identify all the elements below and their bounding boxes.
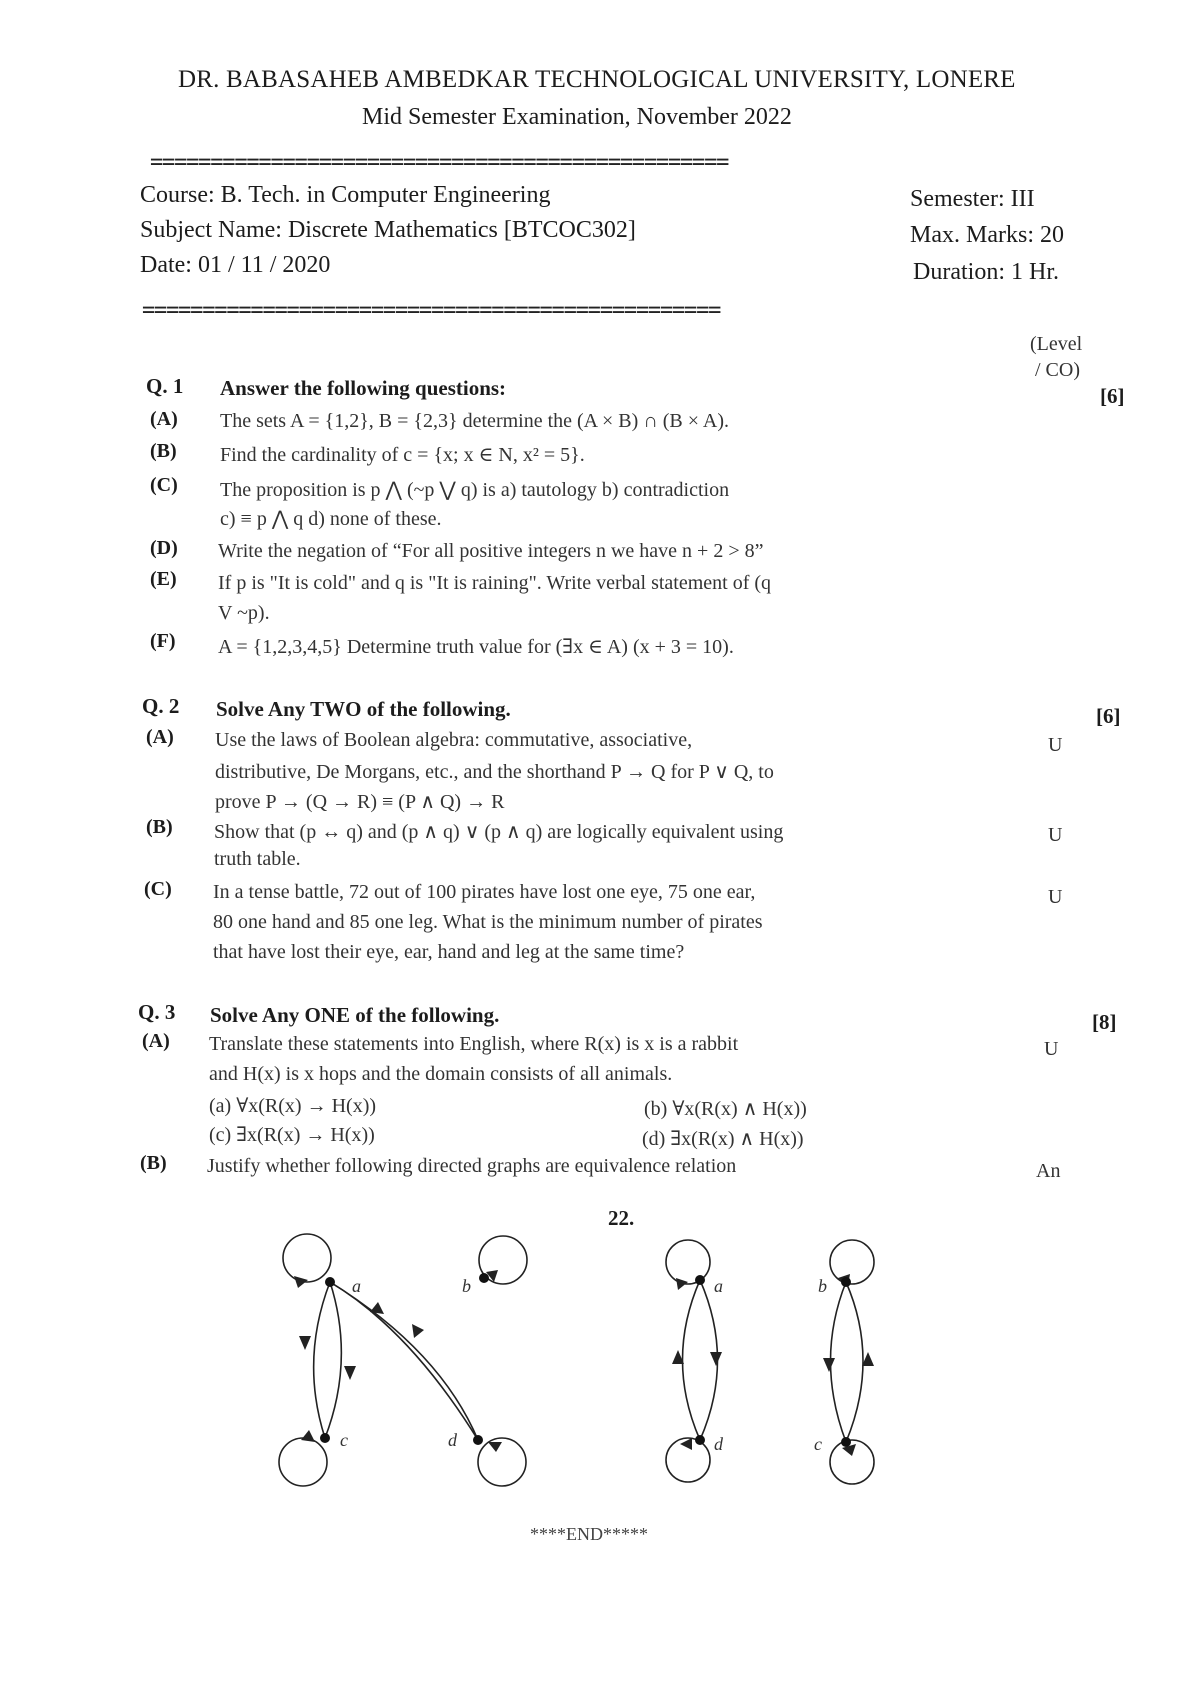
university-title: DR. BABASAHEB AMBEDKAR TECHNOLOGICAL UNIVERSITY, LONERE: [178, 66, 1016, 93]
q3-title: Solve Any ONE of the following.: [210, 1003, 500, 1027]
edge-c-a-1: [325, 1282, 341, 1438]
top-divider: ================================================: [150, 150, 729, 175]
label-d-1: d: [448, 1430, 457, 1450]
q1-b-label: (B): [150, 440, 177, 462]
label-c-1: c: [340, 1430, 348, 1450]
q3-marks: [8]: [1092, 1010, 1117, 1034]
q2-c-level: U: [1048, 886, 1063, 908]
q1-c-text-line2: c) ≡ p ⋀ q d) none of these.: [220, 508, 442, 530]
arrow-b-c-3: [823, 1358, 835, 1372]
q1-e-label: (E): [150, 568, 177, 590]
q2-c-label: (C): [144, 878, 172, 900]
loop-arrow-d-1: [488, 1442, 502, 1452]
label-d-2: d: [714, 1434, 723, 1454]
duration: Duration: 1 Hr.: [913, 259, 1059, 285]
q3-a-option-c: (c) ∃x(R(x) → H(x)): [209, 1124, 375, 1146]
arrow-d-a: [412, 1324, 424, 1338]
q3-b-level: An: [1036, 1160, 1061, 1182]
arrow-a-d: [370, 1302, 384, 1314]
q1-c-text-line1: The proposition is p ⋀ (~p ⋁ q) is a) tautology b) contradiction: [220, 479, 730, 501]
label-b-1: b: [462, 1276, 471, 1296]
node-a-1: [325, 1277, 335, 1287]
q2-a-label: (A): [146, 726, 174, 748]
q1-e-text-line2: V ~p).: [218, 602, 270, 624]
q2-b-text-line2: truth table.: [214, 848, 301, 870]
q3-a-text-line1: Translate these statements into English, where R(x) is x is a rabbit: [209, 1033, 739, 1055]
edge-a-d-1: [330, 1282, 478, 1440]
q3-a-option-d: (d) ∃x(R(x) ∧ H(x)): [642, 1128, 804, 1150]
level-header-line2: / CO): [1035, 359, 1080, 381]
q1-d-text: Write the negation of “For all positive integers n we have n + 2 > 8”: [218, 540, 764, 562]
q1-b-text: Find the cardinality of c = {x; x ∈ N, x² = 5}.: [220, 444, 585, 466]
q2-c-text-line3: that have lost their eye, ear, hand and leg at the same time?: [213, 941, 685, 963]
q2-a-text-line3: prove P → (Q → R) ≡ (P ∧ Q) → R: [215, 791, 505, 813]
q1-e-text-line1: If p is "It is cold" and q is "It is raining". Write verbal statement of (q: [218, 572, 772, 594]
bottom-divider: ================================================: [142, 298, 721, 323]
edge-a-c-1: [314, 1282, 330, 1438]
course: Course: B. Tech. in Computer Engineering: [140, 182, 551, 208]
q2-a-text-line2: distributive, De Morgans, etc., and the shorthand P → Q for P ∨ Q, to: [215, 761, 774, 783]
semester: Semester: III: [910, 186, 1035, 212]
loop-arrow-c-1: [301, 1430, 315, 1442]
q2-c-text-line2: 80 one hand and 85 one leg. What is the minimum number of pirates: [213, 911, 763, 933]
max-marks: Max. Marks: 20: [910, 222, 1064, 248]
q3-b-text: Justify whether following directed graphs are equivalence relation: [207, 1155, 737, 1177]
node-b-3: [841, 1277, 851, 1287]
label-b-3: b: [818, 1276, 827, 1296]
loop-c-1: [279, 1438, 327, 1486]
arrow-a-d-2: [710, 1352, 722, 1366]
edge-c-b-3: [846, 1282, 863, 1442]
label-a-2: a: [714, 1276, 723, 1296]
q1-a-text: The sets A = {1,2}, B = {2,3} determine the (A × B) ∩ (B × A).: [220, 410, 730, 432]
q2-number: Q. 2: [142, 694, 180, 718]
loop-arrow-d-2: [680, 1438, 692, 1450]
arrow-c-a: [344, 1366, 356, 1380]
q2-marks: [6]: [1096, 704, 1121, 728]
q3-a-option-b: (b) ∀x(R(x) ∧ H(x)): [644, 1098, 807, 1120]
label-a-1: a: [352, 1276, 361, 1296]
q2-c-text-line1: In a tense battle, 72 out of 100 pirates have lost one eye, 75 one ear,: [213, 881, 756, 903]
q2-b-label: (B): [146, 816, 173, 838]
node-d-1: [473, 1435, 483, 1445]
figure-number: 22.: [608, 1206, 635, 1230]
q1-f-label: (F): [150, 630, 176, 652]
q2-title: Solve Any TWO of the following.: [216, 697, 511, 721]
exam-title: Mid Semester Examination, November 2022: [362, 104, 792, 130]
q3-a-label: (A): [142, 1030, 170, 1052]
q1-f-text: A = {1,2,3,4,5} Determine truth value for (∃x ∈ A) (x + 3 = 10).: [218, 636, 734, 658]
q1-c-label: (C): [150, 474, 178, 496]
arrow-a-c: [299, 1336, 311, 1350]
level-header-line1: (Level: [1030, 333, 1083, 355]
q3-a-text-line2: and H(x) is x hops and the domain consists of all animals.: [209, 1063, 673, 1085]
q3-a-option-a: (a) ∀x(R(x) → H(x)): [209, 1095, 377, 1117]
q2-b-text-line1: Show that (p ↔ q) and (p ∧ q) ∨ (p ∧ q) are logically equivalent using: [214, 821, 784, 843]
node-b-1: [479, 1273, 489, 1283]
q1-title: Answer the following questions:: [220, 376, 507, 400]
q1-marks: [6]: [1100, 384, 1125, 408]
loop-b-3: [830, 1240, 874, 1284]
node-c-3: [841, 1437, 851, 1447]
subject-name: Subject Name: Discrete Mathematics [BTCOC302]: [140, 217, 636, 243]
q2-b-level: U: [1048, 824, 1063, 846]
end-marker: ****END*****: [530, 1524, 648, 1544]
arrow-c-b-3: [862, 1352, 874, 1366]
q3-a-level: U: [1044, 1038, 1059, 1060]
q2-a-level: U: [1048, 734, 1063, 756]
q1-d-label: (D): [150, 537, 178, 559]
exam-date: Date: 01 / 11 / 2020: [140, 252, 331, 278]
node-c-1: [320, 1433, 330, 1443]
edge-a-d-2: [683, 1280, 701, 1440]
q2-a-text-line1: Use the laws of Boolean algebra: commutative, associative,: [215, 729, 693, 751]
loop-d-1: [478, 1438, 526, 1486]
q3-b-label: (B): [140, 1152, 167, 1174]
node-a-2: [695, 1275, 705, 1285]
q1-a-label: (A): [150, 408, 178, 430]
node-d-2: [695, 1435, 705, 1445]
loop-a-1: [283, 1234, 331, 1282]
q3-number: Q. 3: [138, 1000, 176, 1024]
q1-number: Q. 1: [146, 374, 184, 398]
label-c-3: c: [814, 1434, 822, 1454]
edge-d-a-1: [330, 1282, 478, 1440]
